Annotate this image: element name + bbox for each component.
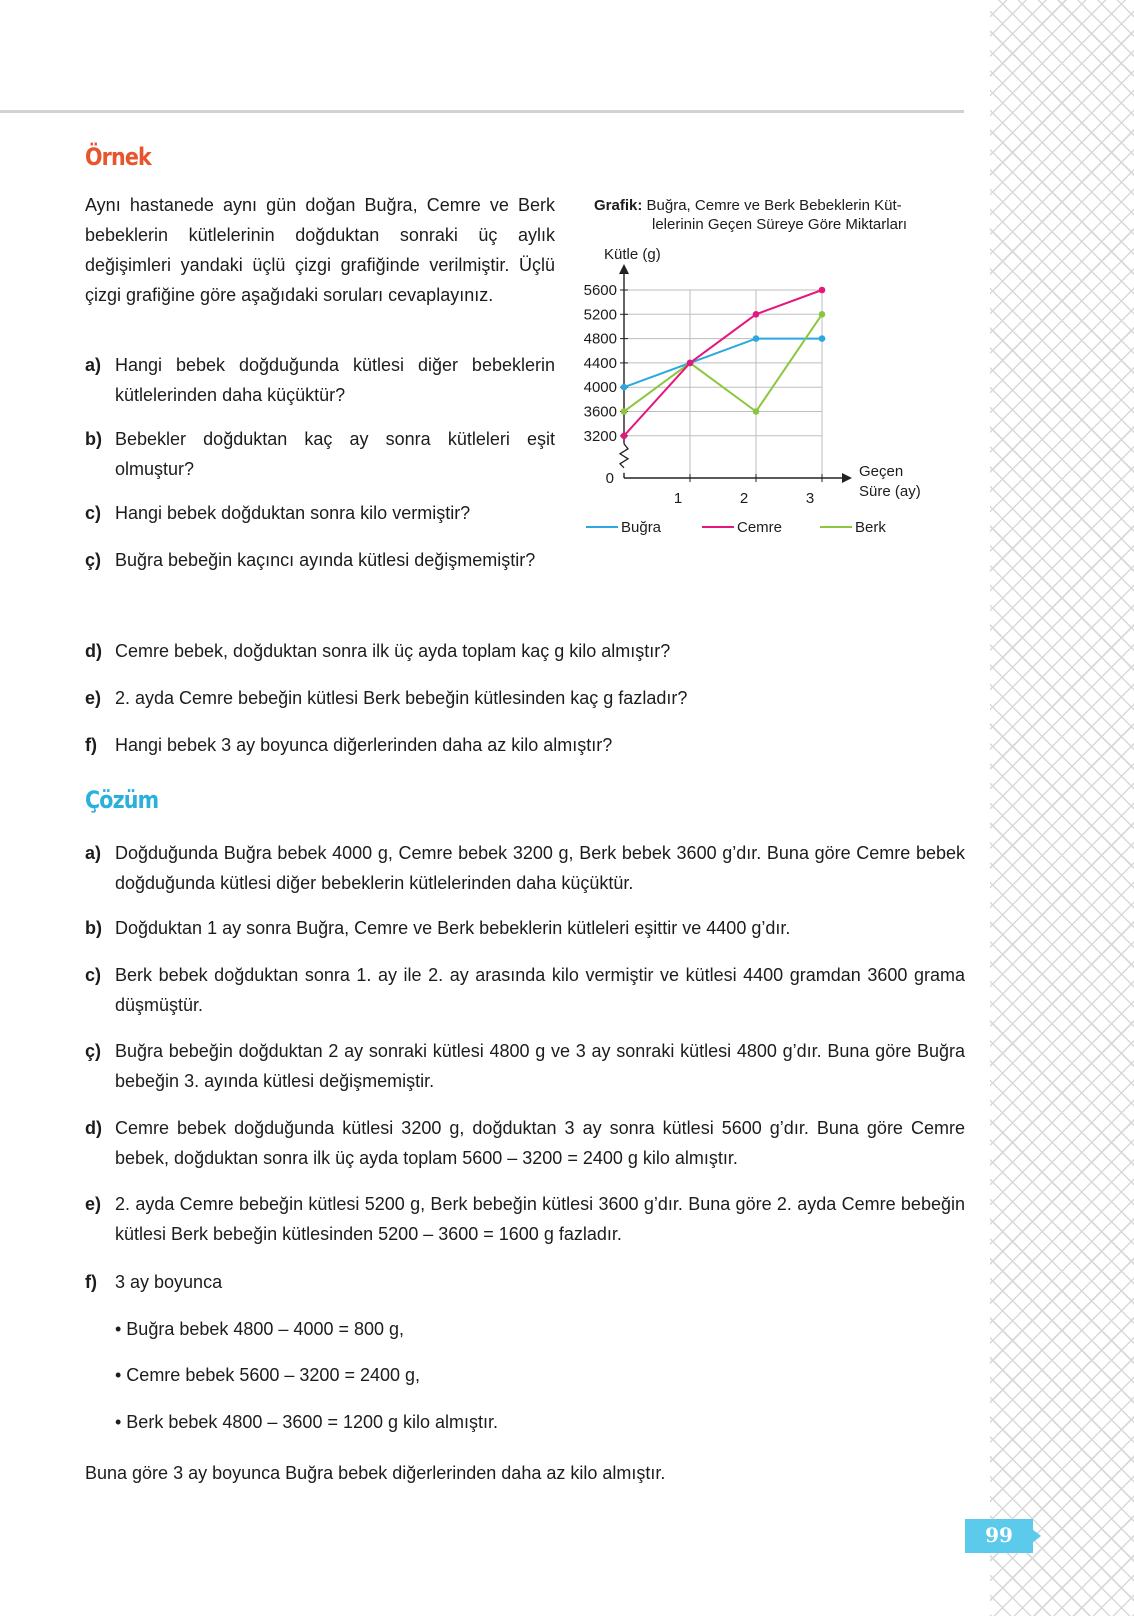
conclusion-text: Buna göre 3 ay boyunca Buğra bebek diğerlerinden daha az kilo almıştır. [85, 1463, 666, 1483]
answer-label: c) [85, 965, 102, 985]
data-point [819, 335, 826, 342]
side-pattern-decoration [990, 0, 1134, 1616]
answer-label: e) [85, 1194, 102, 1214]
question-d [85, 636, 965, 666]
legend-label: Cemre [737, 519, 783, 536]
question-text: 2. ayda Cemre bebeğin kütlesi Berk bebeğin kütlesinden kaç g fazladır? [115, 688, 688, 708]
answer-a [85, 838, 965, 898]
top-divider [0, 110, 964, 113]
page-number: 99 [985, 1523, 1013, 1547]
bullet-item: • Cemre bebek 5600 – 3200 = 2400 g, [115, 1365, 421, 1385]
question-text: Cemre bebek, doğduktan sonra ilk üç ayda toplam kaç g kilo almıştır? [115, 641, 671, 661]
intro-paragraph: Aynı hastanede aynı gün doğan Buğra, Cemre ve Berk bebeklerin kütlelerinin doğduktan sonraki üç aylık değişimleri yandaki üçlü çizgi grafiğinde verilmiştir. Üçlü çizgi grafiğine göre aşağıdaki soruları cevaplayınız. [85, 195, 555, 305]
y-tick-label: 4400 [583, 354, 617, 372]
question-c-cedilla [85, 545, 555, 575]
solution-heading: Çözüm [85, 786, 159, 814]
origin-label: 0 [605, 470, 614, 487]
x-tick-label: 3 [805, 490, 815, 507]
answer-label: f) [85, 1272, 97, 1292]
x-tick-label: 2 [739, 490, 749, 507]
chart-title-label: Grafik: [594, 197, 643, 214]
example-heading: Örnek [85, 143, 151, 171]
y-tick-label: 4800 [583, 330, 617, 348]
question-label: a) [85, 355, 102, 375]
answer-c [85, 960, 965, 1020]
y-tick-label: 3200 [583, 427, 617, 445]
answer-f [85, 1267, 965, 1297]
data-point [621, 433, 628, 440]
question-f [85, 730, 965, 760]
answer-text: Doğduğunda Buğra bebek 4000 g, Cemre bebek 3200 g, Berk bebek 3600 g’dır. Buna göre Cemre bebek doğduğunda kütlesi diğer bebeklerin kütlelerinden daha küçüktür. [115, 843, 965, 893]
question-label: c) [85, 503, 102, 523]
y-axis-label: Kütle (g) [604, 246, 661, 263]
chart-title-line2: lelerinin Geçen Süreye Göre Miktarları [652, 216, 908, 233]
answer-d [85, 1113, 965, 1173]
x-axis-label-line1: Geçen [859, 463, 904, 480]
answer-b [85, 913, 965, 943]
answer-c-cedilla [85, 1036, 965, 1096]
y-axis-break [620, 444, 628, 468]
y-tick-label: 5200 [583, 306, 617, 324]
answer-e [85, 1189, 965, 1249]
legend-label: Buğra [621, 519, 662, 536]
y-tick-label: 4000 [583, 379, 617, 397]
data-point [621, 384, 628, 391]
x-axis-label-line2: Süre (ay) [859, 483, 921, 500]
answer-label: a) [85, 843, 102, 863]
x-axis-arrow [842, 473, 852, 483]
question-text: Hangi bebek 3 ay boyunca diğerlerinden daha az kilo almıştır? [115, 735, 613, 755]
answer-label: b) [85, 918, 102, 938]
y-tick-label: 5600 [583, 282, 617, 299]
question-text: Hangi bebek doğduğunda kütlesi diğer bebeklerin kütlelerinden daha küçüktür? [115, 355, 555, 405]
question-label: f) [85, 735, 97, 755]
question-label: b) [85, 429, 102, 449]
data-point [687, 360, 694, 367]
chart-title [594, 196, 974, 234]
y-tick-label: 3600 [583, 403, 617, 421]
line-chart [583, 244, 970, 560]
y-axis-arrow [619, 264, 629, 274]
question-b [85, 424, 555, 484]
data-point [753, 408, 760, 415]
answer-label: d) [85, 1118, 102, 1138]
data-point [753, 311, 760, 318]
answer-text: Doğduktan 1 ay sonra Buğra, Cemre ve Berk bebeklerin kütleleri eşittir ve 4400 g’dır. [115, 918, 791, 938]
data-point [819, 311, 826, 318]
question-label: d) [85, 641, 102, 661]
answer-label: ç) [85, 1041, 102, 1061]
bullet-item: • Berk bebek 4800 – 3600 = 1200 g kilo almıştır. [115, 1412, 499, 1432]
data-point [753, 335, 760, 342]
bullet-item: • Buğra bebek 4800 – 4000 = 800 g, [115, 1319, 405, 1339]
answer-text: Berk bebek doğduktan sonra 1. ay ile 2. ay arasında kilo vermiştir ve kütlesi 4400 gramdan 3600 grama düşmüştür. [115, 965, 965, 1015]
data-point [621, 408, 628, 415]
question-a [85, 350, 555, 410]
chart-title-line1: Buğra, Cemre ve Berk Bebeklerin Küt- [646, 197, 902, 214]
answer-text: Buğra bebeğin doğduktan 2 ay sonraki kütlesi 4800 g ve 3 ay sonraki kütlesi 4800 g’dır. Buna göre Buğra bebeğin 3. ayında kütlesi değişmemiştir. [115, 1041, 965, 1091]
answer-text: 3 ay boyunca [115, 1272, 223, 1292]
legend-label: Berk [855, 519, 886, 536]
question-e [85, 683, 965, 713]
page-number-tab [965, 1519, 1055, 1553]
question-text: Bebekler doğduktan kaç ay sonra kütleleri eşit olmuştur? [115, 429, 555, 479]
question-label: ç) [85, 550, 102, 570]
question-c [85, 498, 555, 528]
question-text: Hangi bebek doğduktan sonra kilo vermiştir? [115, 503, 471, 523]
data-point [819, 287, 826, 294]
answer-text: 2. ayda Cemre bebeğin kütlesi 5200 g, Berk bebeğin kütlesi 3600 g’dır. Buna göre 2. ayda Cemre bebeğin kütlesi Berk bebeğin kütlesinden 5200 – 3600 = 1600 g fazladır. [115, 1194, 965, 1244]
question-text: Buğra bebeğin kaçıncı ayında kütlesi değişmemiştir? [115, 550, 536, 570]
question-label: e) [85, 688, 102, 708]
answer-text: Cemre bebek doğduğunda kütlesi 3200 g, doğduktan 3 ay sonra kütlesi 5600 g’dır. Buna göre Cemre bebek, doğduktan sonra ilk üç ayda toplam 5600 – 3200 = 2400 g kilo almıştır. [115, 1118, 965, 1168]
x-tick-label: 1 [673, 490, 683, 507]
